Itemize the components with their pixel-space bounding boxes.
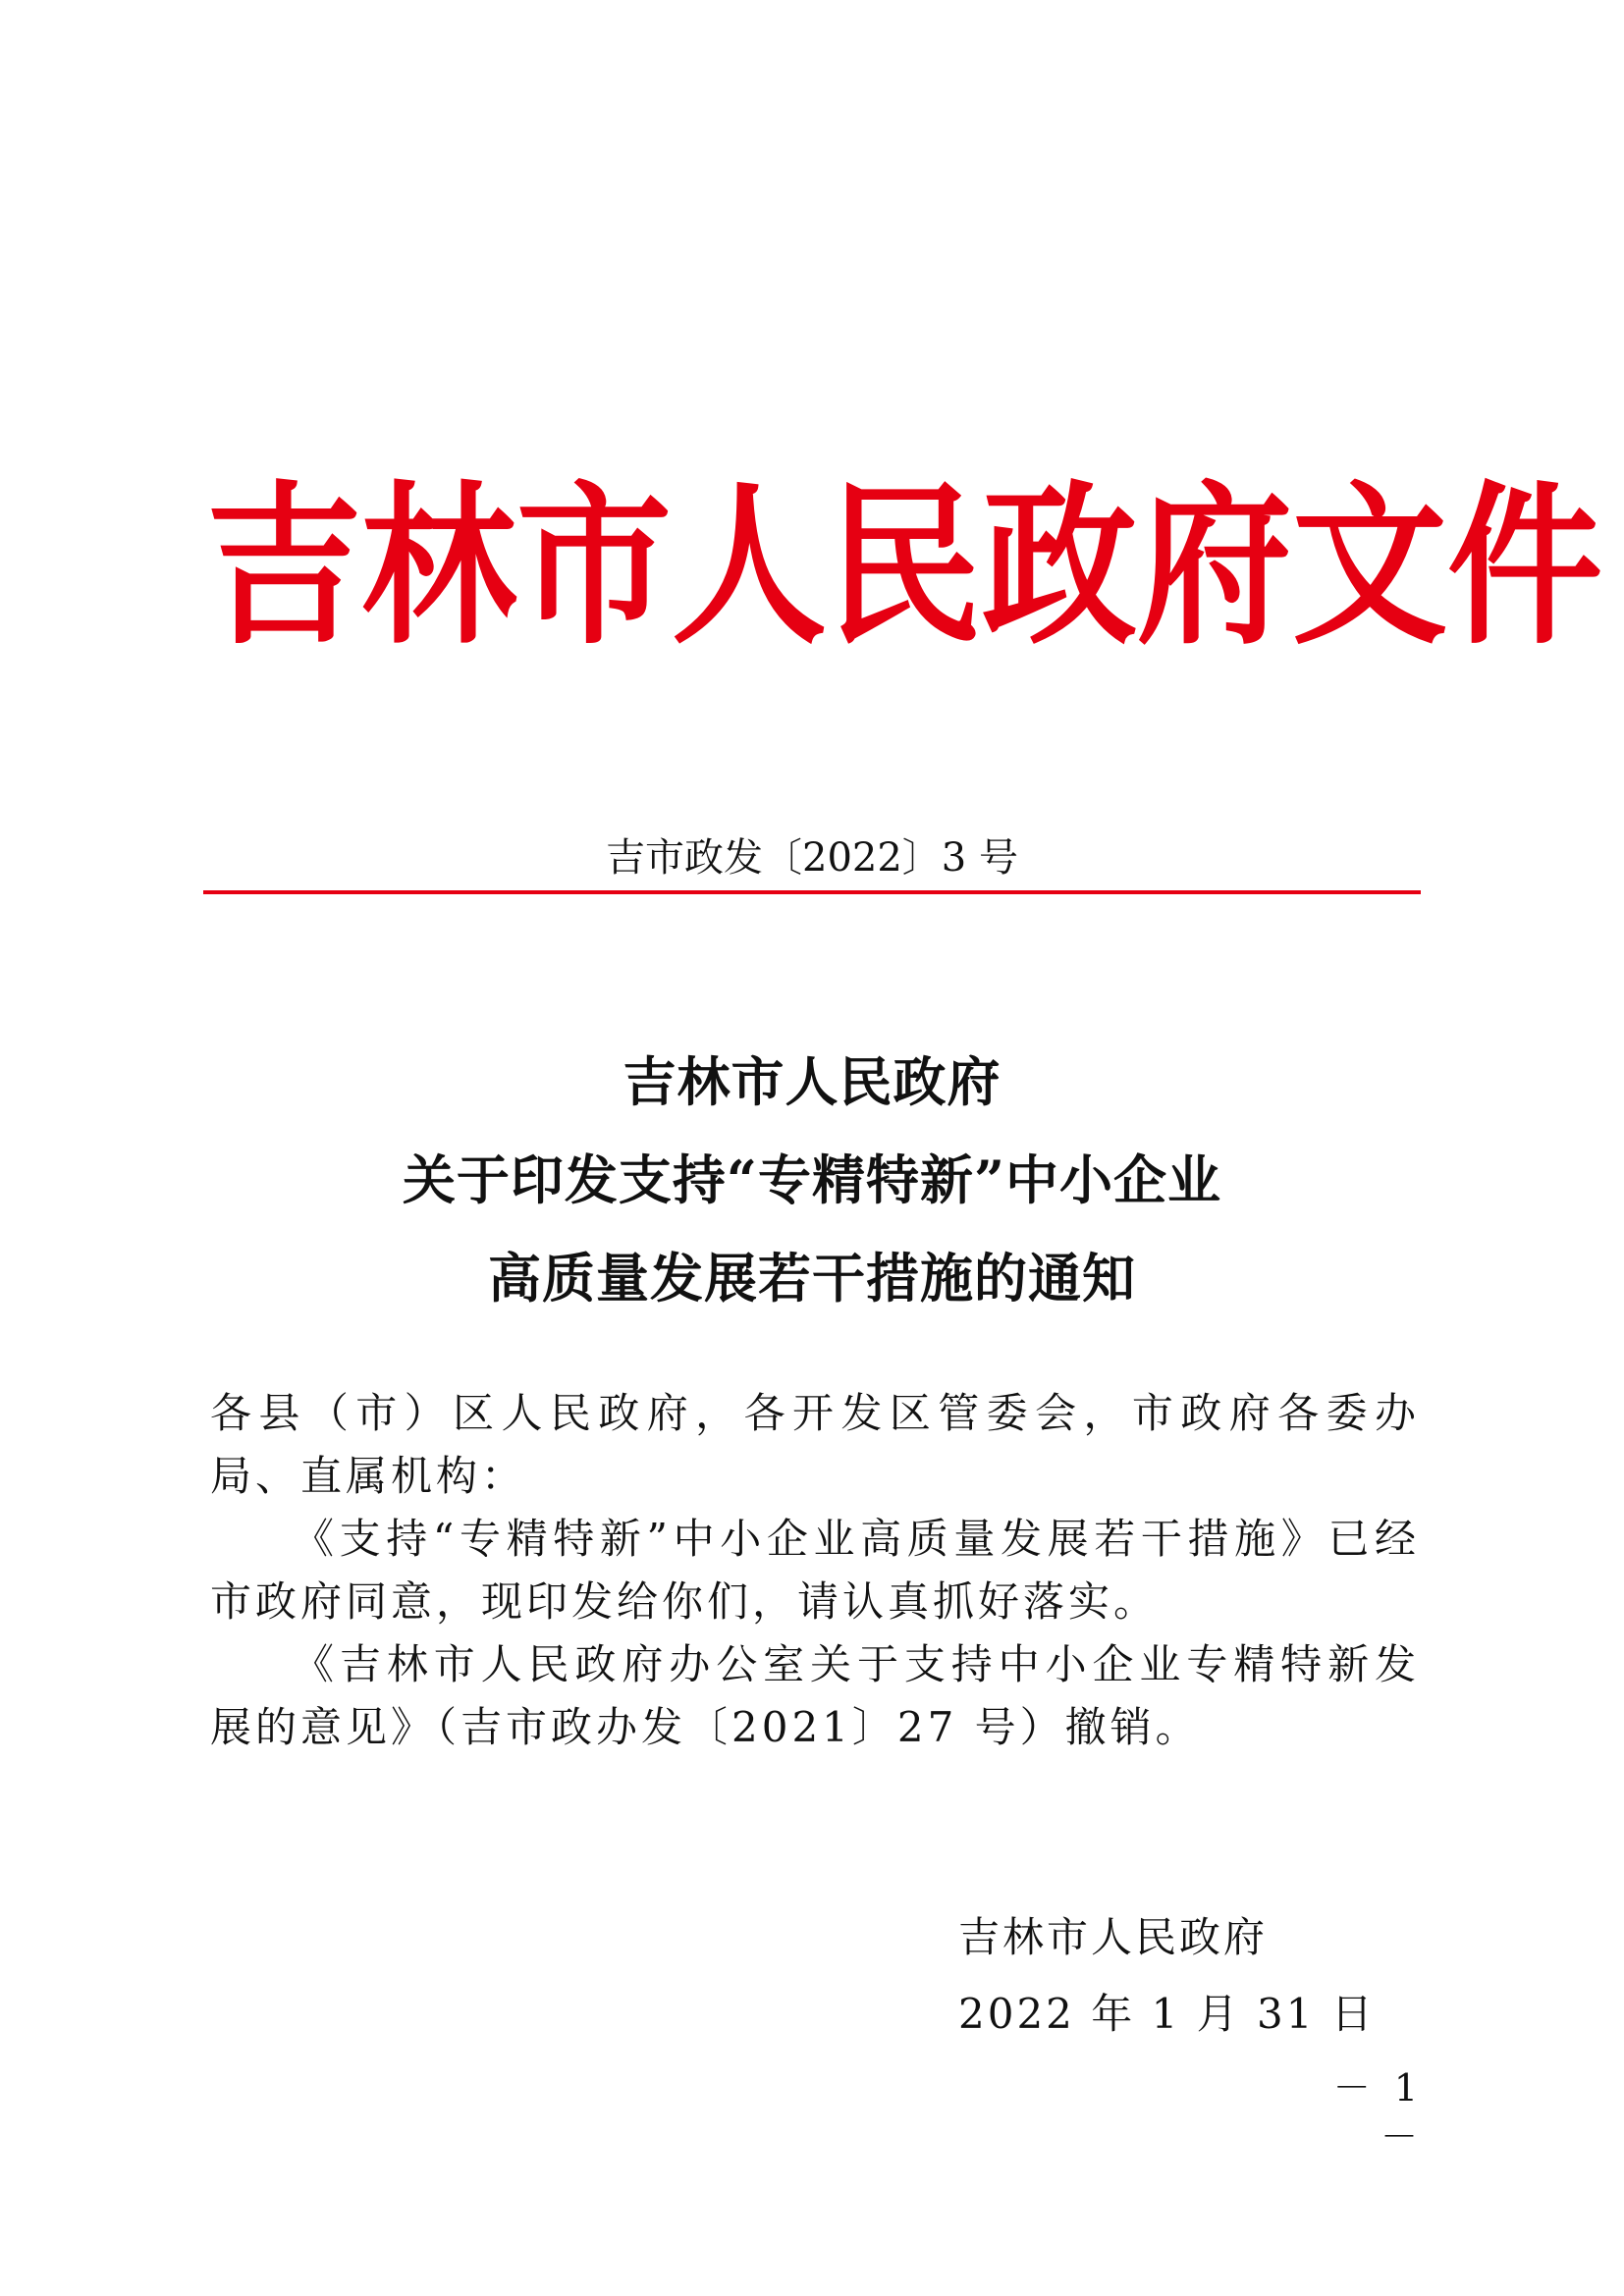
body-paragraph-2: 《吉林市人民政府办公室关于支持中小企业专精特新发展的意见》（吉市政办发〔2021〕27 号）撤销。 bbox=[210, 1640, 1420, 1751]
title-line-2: 关于印发支持“专精特新”中小企业 bbox=[402, 1148, 1222, 1211]
masthead-char: 林 bbox=[361, 464, 516, 669]
masthead-char: 政 bbox=[982, 464, 1137, 669]
title-line-3: 高质量发展若干措施的通知 bbox=[488, 1247, 1136, 1309]
document-title bbox=[0, 1033, 1624, 1327]
masthead-char: 件 bbox=[1447, 464, 1602, 669]
masthead-char: 吉 bbox=[206, 464, 361, 669]
masthead-char: 民 bbox=[827, 464, 982, 669]
page-number: － 1 － bbox=[1332, 2066, 1424, 2159]
masthead-title bbox=[206, 464, 1602, 669]
masthead-char: 市 bbox=[516, 464, 672, 669]
signature-block bbox=[958, 1906, 1376, 2046]
issue-date: 2022 年 1 月 31 日 bbox=[958, 1990, 1376, 2038]
addressee-paragraph: 各县（市）区人民政府，各开发区管委会，市政府各委办局、直属机构： bbox=[210, 1389, 1420, 1500]
document-body bbox=[210, 1382, 1420, 1759]
masthead-char: 人 bbox=[672, 464, 827, 669]
body-paragraph-1: 《支持“专精特新”中小企业高质量发展若干措施》已经市政府同意，现印发给你们，请认真抓好落实。 bbox=[210, 1515, 1420, 1626]
masthead-char: 文 bbox=[1292, 464, 1447, 669]
masthead-char: 府 bbox=[1137, 464, 1292, 669]
title-line-1: 吉林市人民政府 bbox=[623, 1050, 1001, 1113]
document-number: 吉市政发〔2022〕3 号 bbox=[606, 835, 1018, 881]
red-divider-line bbox=[203, 890, 1421, 894]
issuer-name: 吉林市人民政府 bbox=[958, 1913, 1269, 1961]
